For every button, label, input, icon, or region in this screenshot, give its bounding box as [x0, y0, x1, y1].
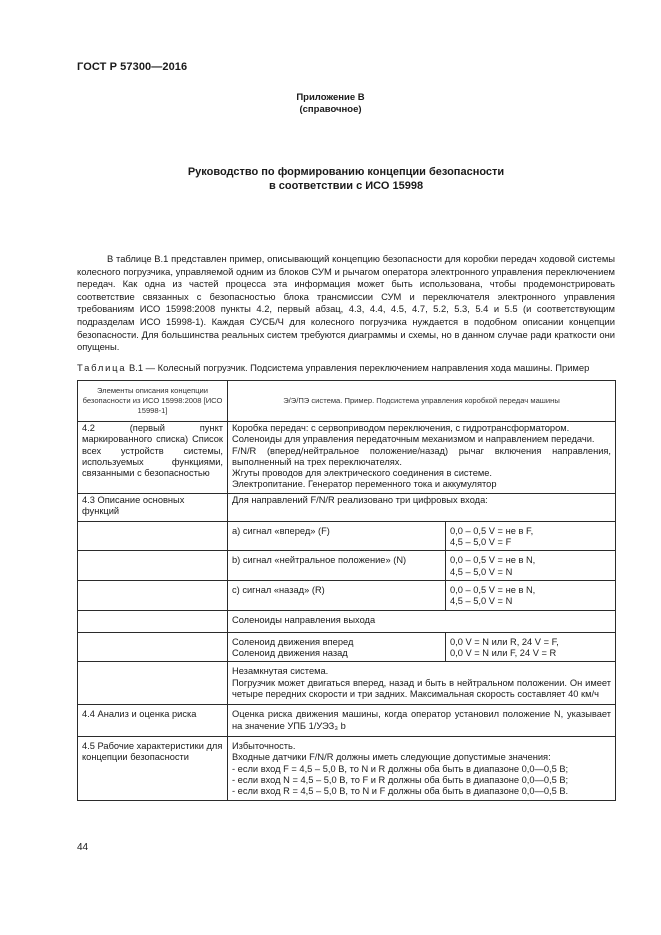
table-row: [78, 662, 616, 705]
header-col-elements: Элементы описания концепции безопасности из ИСО 15998:2008 [ИСО 15998-1]: [78, 381, 228, 422]
safety-concept-table: [77, 380, 616, 801]
empty-cell: [78, 521, 228, 551]
annex-heading: [0, 92, 661, 116]
solenoid-forward-value: 0,0 V = N или R, 24 V = F,: [450, 636, 559, 647]
row-content-4-4: Оценка риска движения машины, когда оператор установил положение N, указывает на значение УПБ 1/УЭЗ₃ b: [228, 705, 616, 737]
list-item: Избыточность.: [232, 740, 296, 751]
annex-title: Приложение В: [296, 92, 365, 103]
solenoids-title: Соленоиды направления выхода: [228, 610, 616, 632]
intro-paragraph: В таблице В.1 представлен пример, описывающий концепцию безопасности для коробки передач ходовой системы колесного погрузчика, управляемой одним из блоков СУМ и рычагом оператора электронного управления переключением передач. Как одна из частей процесса эта информация может быть использована, чтобы продемонстрировать соответствие связанных с безопасностью блока трансмиссии СУМ и переключателя электронного управления требованиям ИСО 15998:2008 пункты 4.2, первый абзац, 4.3, 4.4, 4.5, 4.7, 5.2, 5.3, 5.4 и 5.5 (и соответствующим подразделам ИСО 15998-1). Каждая СУСБ/Ч для колесного погрузчика нуждается в подобном описании концепции безопасности. Для большинства реальных систем требуются диаграммы и схемы, но в данном случае ради краткости они опущены.: [77, 253, 615, 353]
annex-subtitle: (справочное): [299, 104, 362, 115]
row-content-4-2: [228, 422, 616, 494]
open-system-line: Погрузчик может двигаться вперед, назад и быть в нейтральном положении. Он имеет четыре передних скорости и три задних. Максимальная скорость составляет 40 км/ч: [232, 677, 612, 700]
row-content-4-5: [228, 736, 616, 800]
list-item: Жгуты проводов для электрического соединения в системе.: [232, 468, 493, 479]
table-row: [78, 493, 616, 521]
section-title-line2: в соответствии с ИСО 15998: [268, 180, 424, 192]
empty-cell: [78, 551, 228, 581]
list-item: - если вход R = 4,5 – 5,0 В, то N и F должны оба быть в диапазоне 0,0—0,5 В.: [232, 786, 569, 797]
solenoid-reverse-value: 0,0 V = N или F, 24 V = R: [450, 648, 557, 659]
page-number: 44: [77, 842, 89, 853]
table-caption-number: В.1: [128, 362, 144, 373]
table-caption: [77, 362, 617, 374]
list-item: Входные датчики F/N/R должны иметь следующие допустимые значения:: [232, 752, 551, 763]
signal-neutral-label: b) сигнал «нейтральное положение» (N): [228, 551, 446, 581]
row-content-4-3: Для направлений F/N/R реализовано три цифровых входа:: [228, 493, 616, 521]
list-item: - если вход N = 4,5 – 5,0 В, то F и R должны оба быть в диапазоне 0,0—0,5 В;: [232, 774, 569, 785]
row-label-4-4: 4.4 Анализ и оценка риска: [78, 705, 228, 737]
signal-forward-values: [446, 521, 616, 551]
row-label-4-3: 4.3 Описание основных функций: [78, 493, 228, 521]
signal-forward-label: а) сигнал «вперед» (F): [228, 521, 446, 551]
list-item: Электропитание. Генератор переменного тока и аккумулятор: [232, 479, 497, 490]
signal-value: 4,5 – 5,0 V = N: [450, 566, 513, 577]
section-title: [0, 165, 661, 193]
signal-value: 4,5 – 5,0 V = F: [450, 537, 512, 548]
list-item: - если вход F = 4,5 – 5,0 В, то N и R должны оба быть в диапазоне 0,0—0,5 В;: [232, 763, 569, 774]
signal-neutral-values: [446, 551, 616, 581]
signal-value: 0,0 – 0,5 V = не в N,: [450, 555, 536, 566]
signal-value: 0,0 – 0,5 V = не в N,: [450, 584, 536, 595]
table-row: [78, 422, 616, 494]
signal-value: 0,0 – 0,5 V = не в F,: [450, 525, 534, 536]
header-col-system: Э/Э/ПЭ система. Пример. Подсистема управления коробкой передач машины: [228, 381, 616, 422]
empty-cell: [78, 580, 228, 610]
row-label-4-2: 4.2 (первый пункт маркированного списка) Список всех устройств системы, используемых функциями, связанными с безопасностью: [78, 422, 228, 494]
empty-cell: [78, 662, 228, 705]
open-system-line: Незамкнутая система.: [232, 666, 329, 677]
empty-cell: [78, 610, 228, 632]
table-row: [78, 705, 616, 737]
table-row: [78, 521, 616, 551]
table-row: [78, 736, 616, 800]
list-item: Соленоиды для управления передаточным механизмом и направлением передачи.: [232, 434, 595, 445]
solenoid-values: [446, 632, 616, 662]
table-caption-label: Таблица: [77, 362, 127, 373]
row-label-4-5: 4.5 Рабочие характеристики для концепции безопасности: [78, 736, 228, 800]
table-row: [78, 610, 616, 632]
table-row: [78, 632, 616, 662]
signal-reverse-label: с) сигнал «назад» (R): [228, 580, 446, 610]
table-row: [78, 580, 616, 610]
document-standard-header: ГОСТ Р 57300—2016: [77, 61, 188, 73]
list-item: Коробка передач: с сервоприводом переключения, с гидротрансформатором.: [232, 423, 570, 433]
open-system-description: [228, 662, 616, 705]
table-caption-text: — Колесный погрузчик. Подсистема управления переключением направления хода машины. Пример: [145, 362, 590, 373]
solenoid-forward-label: Соленоид движения вперед: [232, 636, 354, 647]
table-row: [78, 551, 616, 581]
empty-cell: [78, 632, 228, 662]
signal-reverse-values: [446, 580, 616, 610]
solenoid-labels: [228, 632, 446, 662]
table-header-row: [78, 381, 616, 422]
solenoid-reverse-label: Соленоид движения назад: [232, 648, 348, 659]
list-item: F/N/R (вперед/нейтральное положение/назад) рычаг включения направления, выполненный на трех переключателях.: [232, 445, 612, 467]
signal-value: 4,5 – 5,0 V = N: [450, 596, 513, 607]
section-title-line1: Руководство по формированию концепции безопасности: [187, 166, 505, 178]
